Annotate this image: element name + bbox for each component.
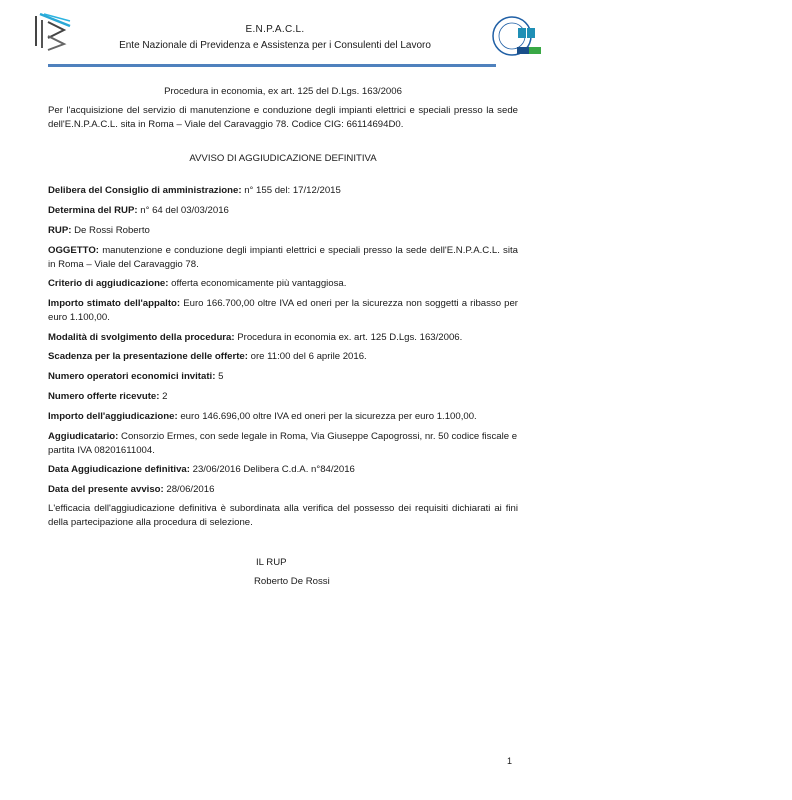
signature-role: IL RUP [256,557,287,568]
org-full-name: Ente Nazionale di Previdenza e Assistenza per i Consulenti del Lavoro [119,40,431,51]
field-value: 5 [218,371,224,382]
field-label: Importo dell'aggiudicazione: [48,411,178,422]
field-value: manutenzione e conduzione degli impianti elettrici e speciali presso la sede dell'E.N.P.A.C.L. sita in Roma – Viale del Caravaggio 78. [48,245,518,270]
field-label: Criterio di aggiudicazione: [48,278,169,289]
field-label: RUP: [48,225,72,236]
field-subject [48,244,518,272]
field-notice-date [48,483,518,497]
enpacl-logo-icon [30,12,74,52]
field-rup-determination [48,204,518,218]
field-label: Data Aggiudicazione definitiva: [48,464,190,475]
field-value: Procedura in economia ex. art. 125 D.Lgs. 163/2006. [237,332,463,343]
procedure-reference: Procedura in economia, ex art. 125 del D.Lgs. 163/2006 [164,86,402,97]
field-value: n° 64 del 03/03/2016 [140,205,229,216]
field-label: Importo stimato dell'appalto: [48,298,181,309]
field-value: ore 11:00 del 6 aprile 2016. [250,351,367,362]
field-operators-invited [48,370,518,384]
field-value: 23/06/2016 Delibera C.d.A. n°84/2016 [192,464,355,475]
field-award-date [48,463,518,477]
signature-name: Roberto De Rossi [254,576,330,587]
field-value: Euro 166.700,00 oltre IVA ed oneri per la sicurezza non soggetti a ribasso per euro 1.100,00. [48,298,518,323]
header-divider [48,64,496,67]
field-rup [48,224,518,238]
field-label: Data del presente avviso: [48,484,164,495]
field-value: Consorzio Ermes, con sede legale in Roma, Via Giuseppe Capogrossi, nr. 50 codice fiscale e partita IVA 08201611004. [48,431,518,456]
field-offers-received [48,390,518,404]
field-offer-deadline [48,350,518,364]
field-value: 2 [162,391,168,402]
closing-paragraph: L'efficacia dell'aggiudicazione definitiva è subordinata alla verifica del possesso dei requisiti dichiarati ai fini della partecipazione alla procedura di selezione. [48,503,518,528]
field-award-criterion [48,277,518,291]
field-value: 28/06/2016 [166,484,215,495]
field-label: Delibera del Consiglio di amministrazione: [48,185,242,196]
field-label: Determina del RUP: [48,205,138,216]
field-label: Scadenza per la presentazione delle offerte: [48,351,248,362]
field-label: OGGETTO: [48,245,99,256]
field-label: Numero operatori economici invitati: [48,371,216,382]
field-value: n° 155 del: 17/12/2015 [244,185,341,196]
intro-paragraph: Per l'acquisizione del servizio di manutenzione e conduzione degli impianti elettrici e speciali presso la sede dell'E.N.P.A.C.L. sita in Roma – Viale del Caravaggio 78. Codice CIG: 66114694D0. [48,105,518,130]
field-procedure-mode [48,331,518,345]
field-label: Numero offerte ricevute: [48,391,160,402]
field-awardee [48,430,518,458]
field-label: Aggiudicatario: [48,431,119,442]
field-board-resolution [48,184,518,198]
field-award-amount [48,410,518,424]
field-estimated-amount [48,297,518,325]
certification-seal-icon [490,14,546,60]
field-value: offerta economicamente più vantaggiosa. [171,278,347,289]
field-label: Modalità di svolgimento della procedura: [48,332,235,343]
org-acronym: E.N.P.A.C.L. [245,24,305,35]
notice-title: AVVISO DI AGGIUDICAZIONE DEFINITIVA [189,153,377,164]
page-number: 1 [507,756,513,766]
field-value: De Rossi Roberto [74,225,150,236]
field-value: euro 146.696,00 oltre IVA ed oneri per la sicurezza per euro 1.100,00. [180,411,477,422]
